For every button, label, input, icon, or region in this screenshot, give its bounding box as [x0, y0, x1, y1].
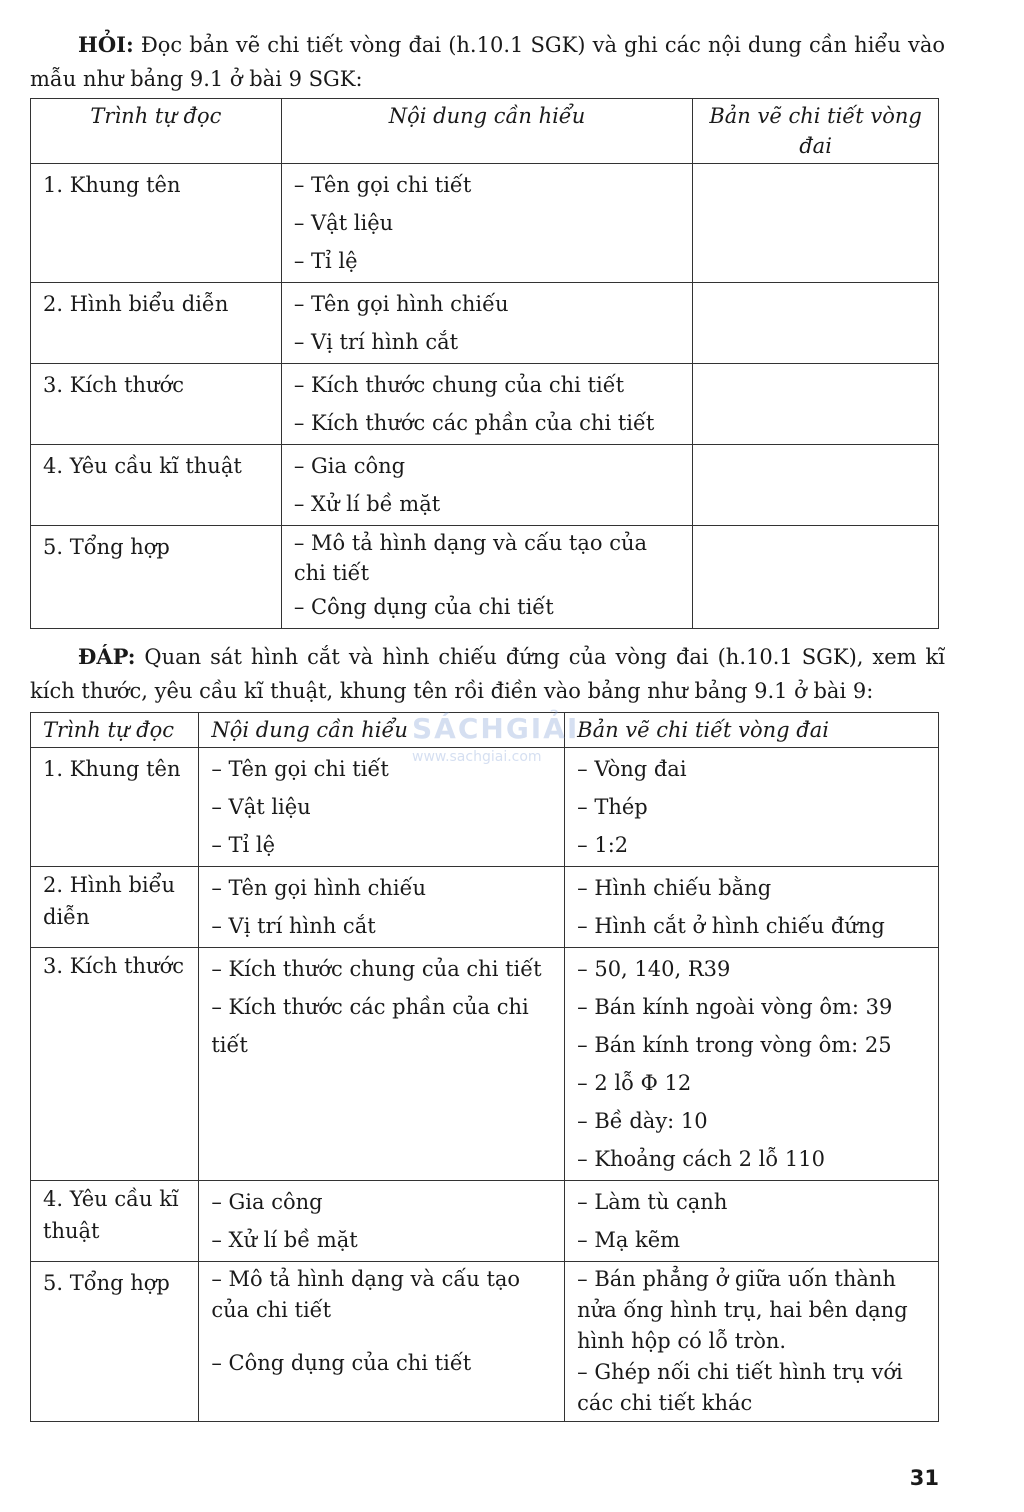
answer-cell: [565, 867, 939, 948]
answer-cell: [565, 1262, 939, 1422]
answer-line: – 2 lỗ Φ 12: [577, 1071, 692, 1095]
table-row: [31, 1181, 939, 1262]
content-line: – Xử lí bề mặt: [293, 492, 441, 516]
content-cell: [199, 1181, 565, 1262]
question-label: HỎI:: [78, 32, 134, 57]
step-cell: 4. Yêu cầu kĩ thuật: [31, 1181, 199, 1262]
answer-cell: [565, 948, 939, 1181]
content-line: – Tỉ lệ: [293, 249, 358, 273]
watermark-url: www.sachgiai.com: [412, 749, 542, 765]
table-row: [31, 283, 939, 364]
question-paragraph: [30, 28, 945, 96]
content-cell: [199, 867, 565, 948]
content-cell: [199, 1262, 565, 1422]
content-line: – Mô tả hình dạng và cấu tạo của chi tiết: [211, 1267, 521, 1322]
content-cell: [281, 526, 692, 629]
content-line: – Vật liệu: [293, 211, 394, 235]
question-text: Đọc bản vẽ chi tiết vòng đai (h.10.1 SGK) và ghi các nội dung cần hiểu vào mẫu như bảng 9.1 ở bài 9 SGK:: [30, 33, 945, 91]
answer-line: – 1:2: [577, 833, 629, 857]
content-cell: [199, 948, 565, 1181]
empty-answer-cell: [693, 445, 939, 526]
answer-line: – Hình cắt ở hình chiếu đứng: [577, 914, 885, 938]
content-line: – Gia công: [293, 454, 406, 478]
content-cell: [281, 164, 692, 283]
answer-line: – 50, 140, R39: [577, 957, 731, 981]
answer-paragraph: [30, 640, 945, 708]
question-table-header-row: [31, 99, 939, 164]
table-row: [31, 364, 939, 445]
answer-label: ĐÁP:: [78, 644, 136, 669]
empty-answer-cell: [693, 526, 939, 629]
content-line: – Kích thước chung của chi tiết: [211, 957, 542, 981]
step-cell: 1. Khung tên: [31, 164, 282, 283]
table-row: [31, 748, 939, 867]
answer-line: – Ghép nối chi tiết hình trụ với các chi tiết khác: [577, 1360, 903, 1415]
header-reading-order: Trình tự đọc: [31, 99, 282, 164]
content-line: – Vị trí hình cắt: [293, 330, 459, 354]
table-row: [31, 1262, 939, 1422]
step-cell: 2. Hình biểu diễn: [31, 283, 282, 364]
answer-line: – Bán kính trong vòng ôm: 25: [577, 1033, 892, 1057]
content-line: – Gia công: [211, 1190, 323, 1214]
answer-line: – Làm tù cạnh: [577, 1190, 728, 1214]
answer-line: – Khoảng cách 2 lỗ 110: [577, 1147, 825, 1171]
answer-line: – Hình chiếu bằng: [577, 876, 772, 900]
question-table: [30, 98, 939, 629]
table-row: [31, 445, 939, 526]
content-line: – Tên gọi hình chiếu: [293, 292, 509, 316]
content-line: – Xử lí bề mặt: [211, 1228, 358, 1252]
table-row: [31, 164, 939, 283]
answer-line: – Vòng đai: [577, 757, 687, 781]
header-content: Nội dung cần hiểu: [281, 99, 692, 164]
content-cell: [281, 445, 692, 526]
step-cell: 2. Hình biểu diễn: [31, 867, 199, 948]
empty-answer-cell: [693, 364, 939, 445]
header-content: Nội dung cần hiểu: [199, 713, 565, 748]
answer-line: – Thép: [577, 795, 648, 819]
content-line: – Tên gọi hình chiếu: [211, 876, 427, 900]
content-line: – Tỉ lệ: [211, 833, 276, 857]
empty-answer-cell: [693, 283, 939, 364]
step-cell: 3. Kích thước: [31, 364, 282, 445]
content-cell: [281, 364, 692, 445]
watermark-logo: SÁCHGIẢI: [412, 712, 580, 745]
table-row: [31, 948, 939, 1181]
content-line: – Vị trí hình cắt: [211, 914, 376, 938]
answer-line: – Bề dày: 10: [577, 1109, 708, 1133]
answer-table-header-row: [31, 713, 939, 748]
answer-line: – Bán phẳng ở giữa uốn thành nửa ống hình trụ, hai bên dạng hình hộp có lỗ tròn.: [577, 1267, 908, 1353]
table-row: [31, 867, 939, 948]
content-line: – Kích thước các phần của chi tiết: [293, 411, 655, 435]
answer-cell: [565, 1181, 939, 1262]
answer-line: – Mạ kẽm: [577, 1228, 681, 1252]
content-line: – Kích thước chung của chi tiết: [293, 373, 625, 397]
content-line: – Tên gọi chi tiết: [293, 173, 472, 197]
empty-answer-cell: [693, 164, 939, 283]
header-drawing: Bản vẽ chi tiết vòng đai: [693, 99, 939, 164]
answer-cell: [565, 748, 939, 867]
step-cell: 5. Tổng hợp: [31, 526, 282, 629]
page-number: 31: [909, 1466, 939, 1490]
header-reading-order: Trình tự đọc: [31, 713, 199, 748]
step-cell: 4. Yêu cầu kĩ thuật: [31, 445, 282, 526]
content-line: – Công dụng của chi tiết: [293, 595, 554, 619]
content-line: – Tên gọi chi tiết: [211, 757, 389, 781]
content-line: – Mô tả hình dạng và cấu tạo của chi tiết: [293, 531, 648, 585]
answer-table: [30, 712, 939, 1422]
answer-text: Quan sát hình cắt và hình chiếu đứng của vòng đai (h.10.1 SGK), xem kĩ kích thước, yêu cầu kĩ thuật, khung tên rồi điền vào bảng như bảng 9.1 ở bài 9:: [30, 645, 945, 703]
step-cell: 3. Kích thước: [31, 948, 199, 1181]
table-row: [31, 526, 939, 629]
content-line: – Vật liệu: [211, 795, 311, 819]
step-cell: 5. Tổng hợp: [31, 1262, 199, 1422]
step-cell: 1. Khung tên: [31, 748, 199, 867]
spacer: [211, 1326, 552, 1348]
content-cell: [199, 748, 565, 867]
content-line: – Kích thước các phần của chi tiết: [211, 995, 529, 1057]
content-cell: [281, 283, 692, 364]
answer-line: – Bán kính ngoài vòng ôm: 39: [577, 995, 893, 1019]
header-drawing: Bản vẽ chi tiết vòng đai: [565, 713, 939, 748]
content-line: – Công dụng của chi tiết: [211, 1351, 472, 1375]
